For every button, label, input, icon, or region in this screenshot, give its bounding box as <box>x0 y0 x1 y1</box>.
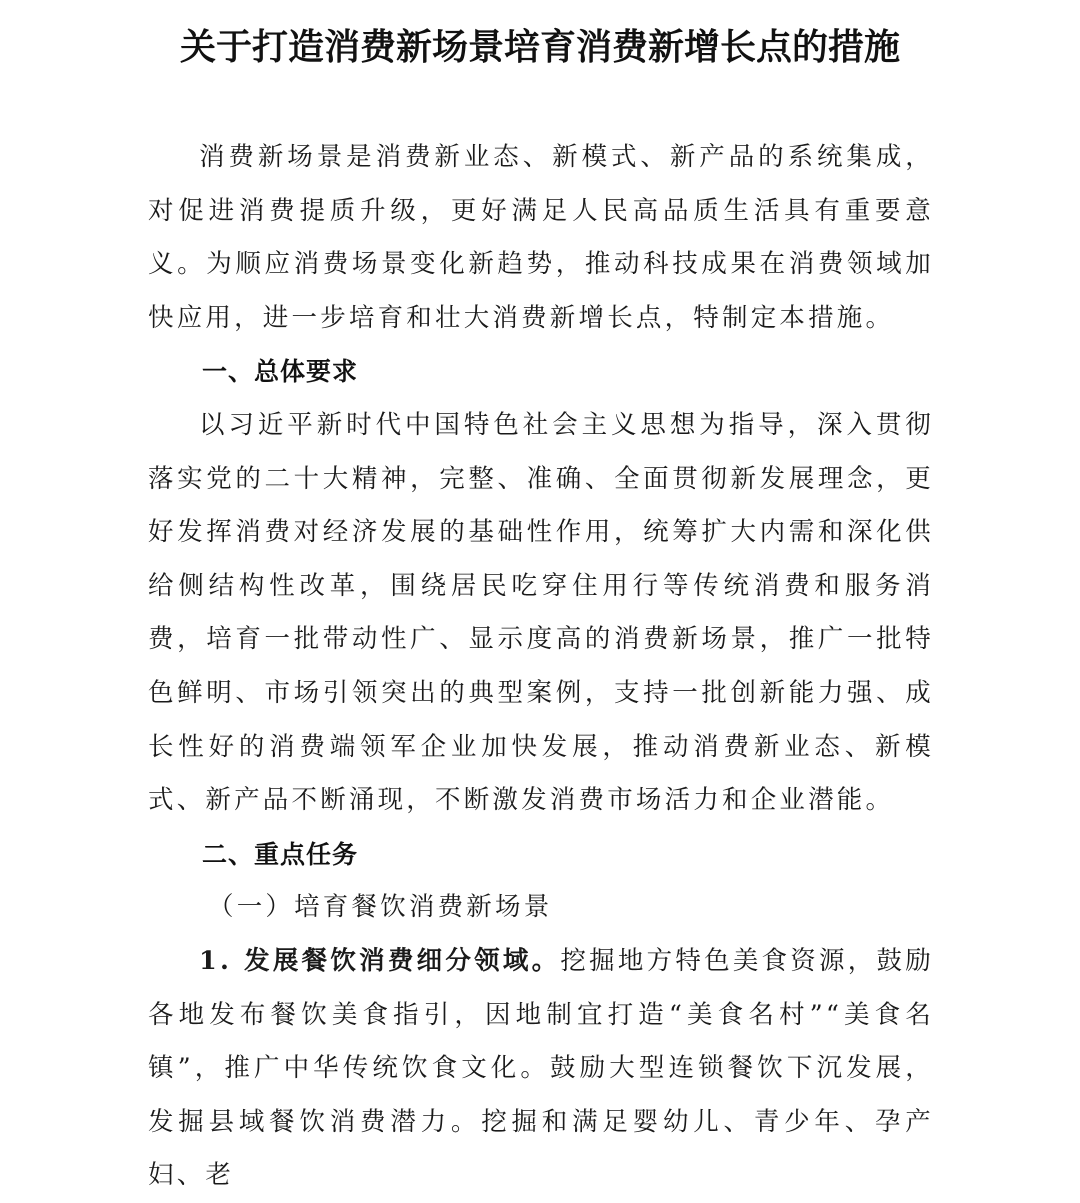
subsection-heading-catering: （一）培育餐饮消费新场景 <box>208 892 553 923</box>
item-body-text: 挖掘地方特色美食资源，鼓励各地发布餐饮美食指引，因地制宜打造“美食名村”“美食名镇”，推广中华传统饮食文化。鼓励大型连锁餐饮下沉发展，发掘县域餐饮消费潜力。挖掘和满足婴幼儿、青少年、孕产妇、老 <box>148 945 934 1191</box>
document-title: 关于打造消费新场景培育消费新增长点的措施 <box>179 27 900 68</box>
general-requirements-paragraph: 以习近平新时代中国特色社会主义思想为指导，深入贯彻落实党的二十大精神，完整、准确、全面贯彻新发展理念，更好发挥消费对经济发展的基础性作用，统筹扩大内需和深化供给侧结构性改革，围绕居民吃穿住用行等传统消费和服务消费，培育一批带动性广、显示度高的消费新场景，推广一批特色鲜明、市场引领突出的典型案例，支持一批创新能力强、成长性好的消费端领军企业加快发展，推动消费新业态、新模式、新产品不断涌现，不断激发消费市场活力和企业潜能。 <box>148 409 934 816</box>
item-lead-text: 1. 发展餐饮消费细分领域。 <box>199 945 561 976</box>
section-heading-key-tasks: 二、重点任务 <box>202 839 359 869</box>
item-catering-segments <box>148 935 934 1203</box>
section-heading-general-requirements: 一、总体要求 <box>202 357 359 387</box>
document-body <box>148 131 934 1203</box>
intro-paragraph: 消费新场景是消费新业态、新模式、新产品的系统集成，对促进消费提质升级，更好满足人民高品质生活具有重要意义。为顺应消费场景变化新趋势，推动科技成果在消费领域加快应用，进一步培育和壮大消费新增长点，特制定本措施。 <box>148 142 934 333</box>
